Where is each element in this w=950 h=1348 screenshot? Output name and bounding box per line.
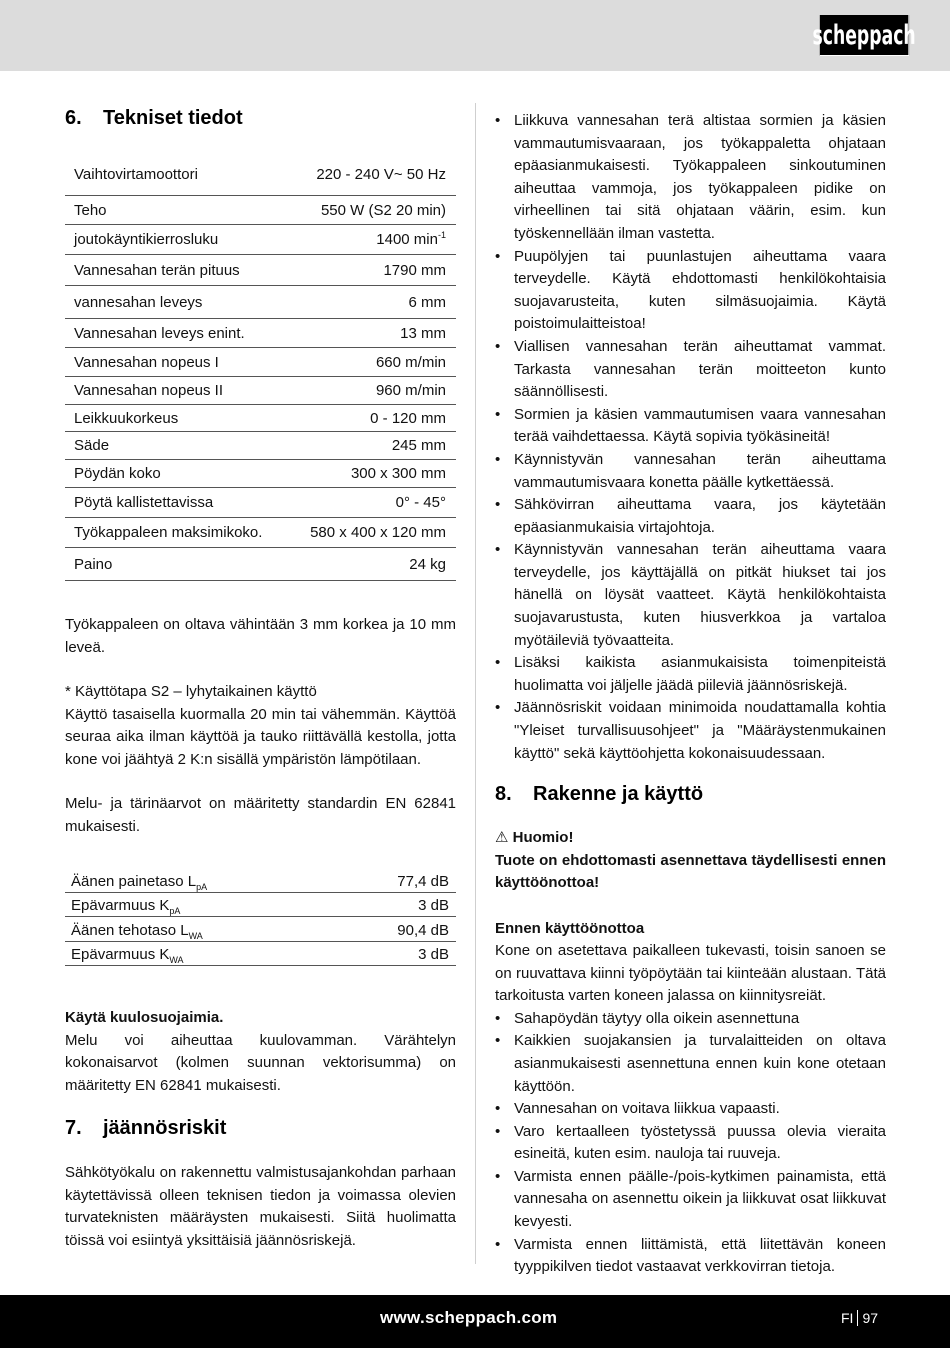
bullet-icon: • bbox=[495, 337, 501, 355]
section-number: 8. bbox=[495, 783, 512, 806]
noise-table bbox=[65, 868, 456, 966]
warning-title-text: Huomio! bbox=[512, 829, 574, 847]
spec-value bbox=[409, 556, 446, 573]
spec-label: Pöytä kallistettavissa bbox=[74, 494, 214, 511]
spec-value-text: 660 m/min bbox=[375, 353, 446, 371]
bullet-icon: • bbox=[495, 541, 501, 559]
spec-label: vannesahan leveys bbox=[74, 293, 203, 311]
noise-label bbox=[71, 922, 203, 939]
spec-row bbox=[65, 460, 456, 488]
list-item bbox=[495, 494, 886, 539]
list-item bbox=[495, 1121, 886, 1166]
column-divider bbox=[475, 103, 476, 1264]
list-item-text: Käynnistyvän vannesahan terän aiheuttama vammautumisvaara konetta päälle kytkettäessä. bbox=[514, 450, 886, 491]
spec-value-text: 220 - 240 V~ 50 Hz bbox=[316, 166, 446, 183]
list-item-text: Varmista ennen päälle-/pois-kytkimen painamista, että vannesaha on asennettu oikein ja liikkuvat osat liikkuvat kevyesti. bbox=[514, 1167, 886, 1231]
list-item-text: Liikkuva vannesahan terä altistaa sormien ja käsien vammautumisvaaraan, jos työkappaletta ohjataan epäasianmukaisesti. Työkappaleen sinkoutuminen aiheuttaa vammoja, jos työkappaleen pidike on virheellinen tai sitä ohjataan väärin, esim. kun työskennellään ilman vastetta. bbox=[514, 112, 886, 242]
spec-value bbox=[396, 494, 446, 511]
separator bbox=[857, 1310, 858, 1326]
spec-row bbox=[65, 488, 456, 518]
spec-label: Työkappaleen maksimikoko. bbox=[74, 524, 263, 541]
spec-row bbox=[65, 377, 456, 405]
noise-label-text: Äänen painetaso L bbox=[71, 872, 197, 890]
noise-intro: Melu- ja tärinäarvot on määritetty standardin EN 62841 mukaisesti. bbox=[65, 795, 456, 835]
noise-value: 3 dB bbox=[418, 946, 449, 963]
list-item bbox=[495, 652, 886, 697]
spec-table bbox=[65, 166, 456, 581]
noise-row bbox=[65, 868, 456, 893]
noise-value: 3 dB bbox=[418, 897, 449, 914]
list-item bbox=[495, 1030, 886, 1098]
spec-row bbox=[65, 319, 456, 348]
spec-value-text: 13 mm bbox=[400, 324, 446, 342]
list-item bbox=[495, 1234, 886, 1279]
header-bar bbox=[0, 0, 950, 71]
right-column bbox=[495, 110, 886, 1279]
bullet-icon: • bbox=[495, 1100, 501, 1118]
noise-value: 77,4 dB bbox=[397, 872, 449, 890]
list-item bbox=[495, 110, 886, 246]
spec-label: Vaihtovirtamoottori bbox=[74, 166, 198, 183]
workpiece-note: Työkappaleen on oltava vähintään 3 mm korkea ja 10 mm leveä. bbox=[65, 616, 456, 656]
noise-label bbox=[71, 873, 207, 890]
list-item bbox=[495, 449, 886, 494]
spec-label: Vannesahan terän pituus bbox=[74, 261, 240, 279]
spec-row bbox=[65, 432, 456, 460]
bullet-icon: • bbox=[495, 247, 501, 265]
before-list bbox=[495, 1008, 886, 1279]
list-item bbox=[495, 246, 886, 336]
spec-value bbox=[376, 231, 446, 248]
bullet-icon: • bbox=[495, 450, 501, 468]
s2-title: * Käyttötapa S2 – lyhytaikainen käyttö bbox=[65, 683, 317, 700]
list-item bbox=[495, 1166, 886, 1234]
spec-value bbox=[321, 202, 446, 219]
spec-value bbox=[376, 354, 446, 371]
spec-value bbox=[376, 382, 446, 399]
bullet-icon: • bbox=[495, 1235, 501, 1253]
spec-value bbox=[370, 410, 446, 427]
noise-label-subscript: WA bbox=[169, 955, 184, 965]
bullet-icon: • bbox=[495, 654, 501, 672]
warning-icon: ⚠ bbox=[495, 829, 509, 847]
spec-value-text: 245 mm bbox=[391, 437, 446, 454]
left-column bbox=[65, 103, 456, 1252]
spec-value-text: 6 mm bbox=[408, 293, 446, 311]
spec-row bbox=[65, 548, 456, 581]
noise-label-text: Epävarmuus K bbox=[71, 897, 170, 914]
spec-value bbox=[383, 262, 446, 279]
s2-text: Käyttö tasaisella kuormalla 20 min tai vähemmän. Käyttöä seuraa aika ilman käyttöä ja tauko riittävällä kestolla, jotta kone voi jäähtyä 2 K:n sisällä ympäristön lämpötilaan. bbox=[65, 705, 456, 768]
noise-label-text: Epävarmuus K bbox=[71, 946, 170, 963]
noise-label-text: Äänen tehotaso L bbox=[71, 921, 189, 939]
list-item-text: Lisäksi kaikista asianmukaisista toimenpiteistä huolimatta voi jäljelle jäädä piileviä jäännösriskejä. bbox=[514, 654, 886, 694]
spec-label: Paino bbox=[74, 555, 113, 573]
bullet-icon: • bbox=[495, 1009, 501, 1027]
warning-title bbox=[495, 827, 886, 850]
residual-text: Sähkötyökalu on rakennettu valmistusajankohdan parhaan käytettävissä olleen teknisen tiedon ja voimassa olevien turvateknisten määräysten mukaisesti. Siitä huolimatta töissä voi esiintyä yksittäisiä jäännösriskejä. bbox=[65, 1164, 456, 1249]
list-item-text: Viallisen vannesahan terän aiheuttamat vammat. Tarkasta vannesahan terän moitteeton kunto säännöllisesti. bbox=[514, 337, 886, 401]
hearing-text: Melu voi aiheuttaa kuulovamman. Värähtelyn kokonaisarvot (kolmen suunnan vektorisumma) on määritetty EN 62841 mukaisesti. bbox=[65, 1031, 456, 1094]
noise-label-subscript: pA bbox=[196, 881, 208, 892]
page-number: 97 bbox=[862, 1310, 879, 1326]
list-item-text: Sähkövirran aiheuttama vaara, jos käytetään epäasianmukaisia virtajohtoja. bbox=[514, 496, 886, 536]
spec-row bbox=[65, 196, 456, 225]
spec-label: Vannesahan nopeus II bbox=[74, 382, 224, 399]
spec-label: Pöydän koko bbox=[74, 465, 161, 482]
website-link[interactable]: www.scheppach.com bbox=[380, 1308, 558, 1327]
bullet-icon: • bbox=[495, 1032, 501, 1050]
list-item-text: Käynnistyvän vannesahan terän aiheuttama vaara terveydelle, jos käyttäjällä on pitkät hiukset tai jos hänellä on löysät vaatteet. Käytä henkilökohtaista suojavarustusta, kuten hiusverkkoa ja vartaloa myötäileviä työvaatteita. bbox=[514, 541, 886, 649]
spec-label: Teho bbox=[74, 201, 107, 219]
spec-value bbox=[409, 294, 447, 311]
spec-row bbox=[65, 286, 456, 319]
list-item bbox=[495, 697, 886, 765]
spec-label: Vannesahan nopeus I bbox=[74, 353, 219, 371]
list-item-text: Sormien ja käsien vammautumisen vaara vannesahan terää vaihdettaessa. Käytä sopivia työkäsineitä! bbox=[514, 405, 886, 446]
noise-label-subscript: pA bbox=[169, 906, 181, 916]
spec-value-text: 1400 min bbox=[376, 231, 438, 248]
noise-label bbox=[71, 946, 184, 963]
spec-row bbox=[65, 348, 456, 377]
list-item bbox=[495, 1008, 886, 1031]
section-title: Rakenne ja käyttö bbox=[533, 783, 704, 806]
list-item-text: Sahapöydän täytyy olla oikein asennettuna bbox=[514, 1009, 800, 1027]
bullet-icon: • bbox=[495, 699, 501, 717]
section-6-heading bbox=[65, 107, 456, 130]
list-item bbox=[495, 404, 886, 449]
noise-row bbox=[65, 917, 456, 942]
section-number: 6. bbox=[65, 107, 82, 129]
list-item-text: Puupölyjen tai puunlastujen aiheuttama vaara terveydelle. Käytä ehdottomasti henkilökohtaisia suojavarusteita, kuten silmäsuojaimia. Käytä poistoimulaitteistoa! bbox=[514, 247, 886, 333]
before-text: Kone on asetettava paikalleen tukevasti, toisin sanoen se on ruuvattava kiinni työpöytään tai kiinteään alustaan. Tätä tarkoitusta varten koneen jalassa on kiinnitysreiät. bbox=[495, 942, 886, 1005]
footer-bar bbox=[0, 1295, 950, 1348]
spec-row bbox=[65, 255, 456, 286]
bullet-icon: • bbox=[495, 496, 501, 514]
spec-label: Säde bbox=[74, 437, 110, 454]
spec-label: Vannesahan leveys enint. bbox=[74, 324, 245, 342]
noise-row bbox=[65, 942, 456, 967]
spec-value-exponent: -1 bbox=[437, 230, 446, 240]
spec-value bbox=[310, 524, 446, 541]
spec-value-text: 24 kg bbox=[409, 555, 446, 573]
spec-value-text: 550 W (S2 20 min) bbox=[320, 201, 446, 219]
spec-value bbox=[316, 166, 446, 183]
bullet-icon: • bbox=[495, 405, 501, 423]
bullet-icon: • bbox=[495, 1122, 501, 1140]
page-indicator bbox=[841, 1310, 878, 1326]
section-7-heading bbox=[65, 1117, 456, 1140]
noise-value: 90,4 dB bbox=[397, 921, 449, 939]
spec-row bbox=[65, 225, 456, 255]
spec-value-text: 960 m/min bbox=[375, 382, 446, 399]
spec-label: joutokäyntikierrosluku bbox=[74, 231, 219, 248]
language-code: FI bbox=[841, 1310, 854, 1326]
list-item-text: Varo kertaalleen työstetyssä puussa olevia vieraita esineitä, kuten esim. nauloja tai ruuveja. bbox=[514, 1122, 886, 1163]
list-item-text: Vannesahan on voitava liikkua vapaasti. bbox=[514, 1100, 780, 1118]
bullet-icon: • bbox=[495, 112, 501, 129]
spec-label: Leikkuukorkeus bbox=[74, 409, 179, 427]
list-item bbox=[495, 1098, 886, 1121]
bullet-icon: • bbox=[495, 1167, 501, 1185]
section-title: jäännösriskit bbox=[103, 1117, 227, 1139]
spec-value-text: 580 x 400 x 120 mm bbox=[310, 524, 446, 541]
list-item bbox=[495, 539, 886, 652]
noise-label bbox=[71, 897, 180, 914]
spec-value-text: 0° - 45° bbox=[395, 494, 446, 511]
section-8-heading bbox=[495, 783, 886, 806]
spec-value bbox=[351, 465, 446, 482]
spec-row bbox=[65, 405, 456, 432]
noise-label-subscript: WA bbox=[188, 930, 203, 941]
noise-row bbox=[65, 893, 456, 918]
spec-value-text: 0 - 120 mm bbox=[370, 409, 446, 427]
spec-value-text: 1790 mm bbox=[383, 261, 446, 279]
spec-value-text: 300 x 300 mm bbox=[350, 465, 446, 482]
list-item-text: Kaikkien suojakansien ja turvalaitteiden on oltava asianmukaisesti asennettuna ennen kuin kone otetaan käyttöön. bbox=[514, 1032, 886, 1095]
list-item-text: Jäännösriskit voidaan minimoida noudattamalla kohtia "Yleiset turvallisuusohjeet" ja "Määräystenmukainen käyttö" sekä käyttöohjetta kokonaisuudessaan. bbox=[514, 699, 886, 762]
risk-list bbox=[495, 110, 886, 765]
list-item-text: Varmista ennen liittämistä, että liitettävän koneen tyyppikilven tiedot vastaavat verkkovirran tietoja. bbox=[514, 1235, 886, 1276]
spec-row bbox=[65, 166, 456, 196]
spec-row bbox=[65, 518, 456, 548]
spec-value bbox=[400, 325, 446, 342]
spec-value bbox=[392, 437, 446, 454]
warning-text: Tuote on ehdottomasti asennettava täydellisesti ennen käyttöönottoa! bbox=[495, 851, 886, 892]
scheppach-logo: scheppach bbox=[820, 15, 909, 56]
before-title: Ennen käyttöönottoa bbox=[495, 919, 645, 937]
hearing-title: Käytä kuulosuojaimia. bbox=[65, 1009, 224, 1026]
section-title: Tekniset tiedot bbox=[103, 107, 243, 129]
section-number: 7. bbox=[65, 1117, 82, 1139]
list-item bbox=[495, 336, 886, 404]
